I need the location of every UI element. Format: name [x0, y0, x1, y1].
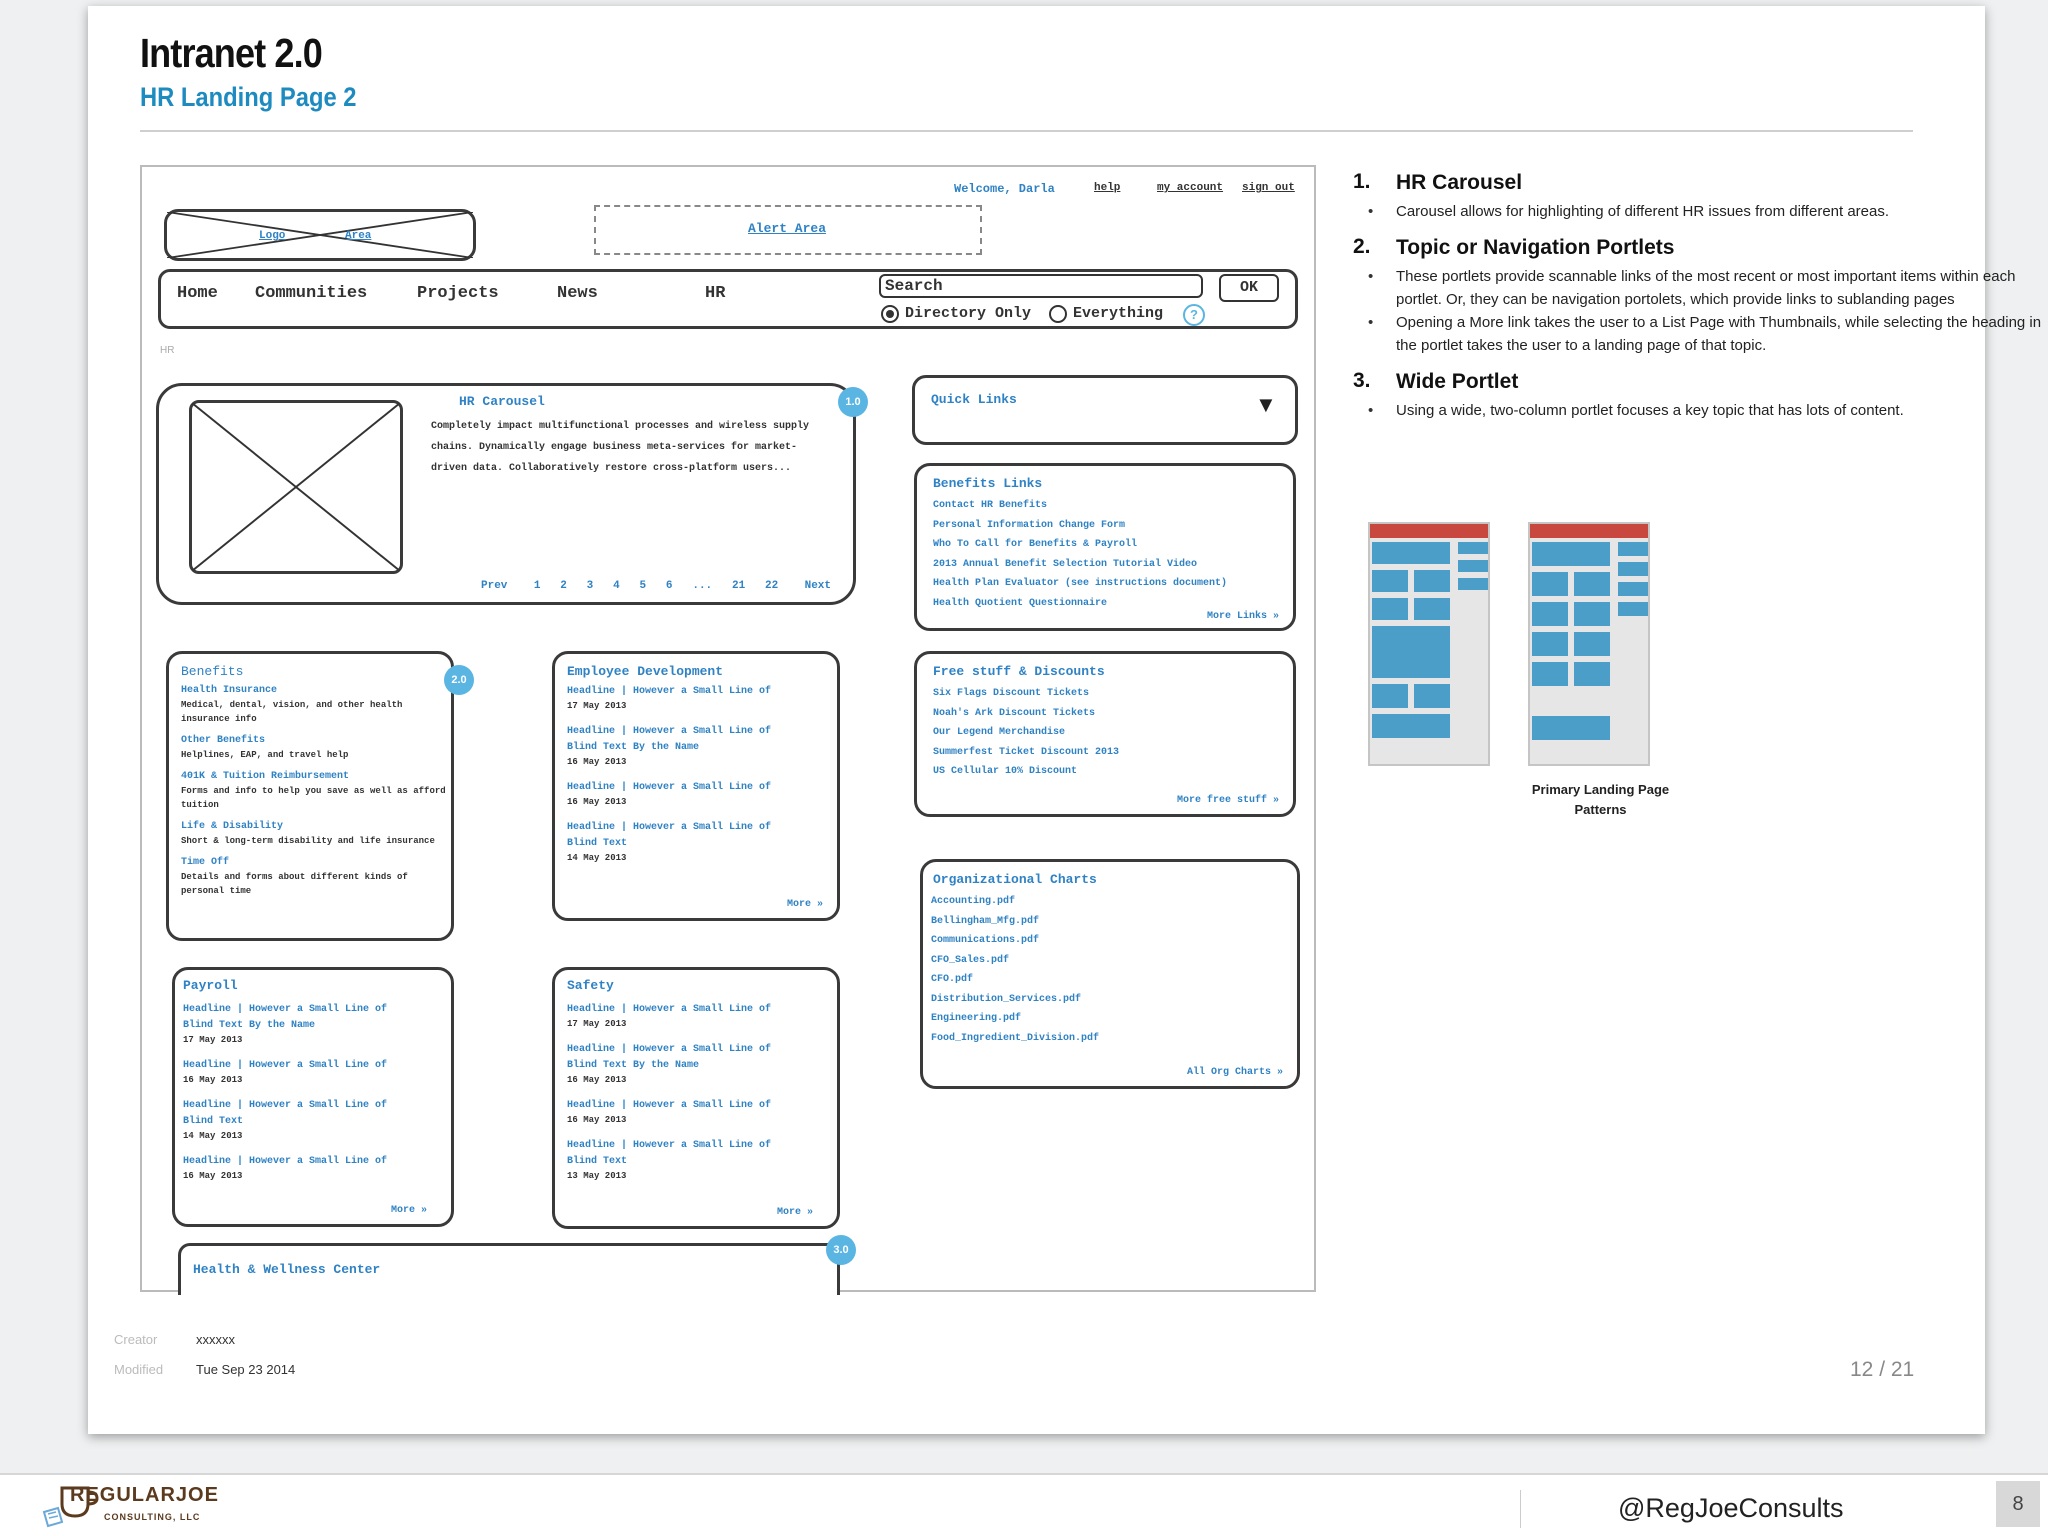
benefits-list — [181, 684, 449, 906]
title-divider — [140, 130, 1913, 132]
search-input[interactable] — [879, 274, 1203, 298]
benefits-item — [181, 734, 449, 762]
news-headline[interactable]: Headline | However a Small Line of — [183, 1060, 388, 1071]
benefits-link[interactable]: Health Plan Evaluator (see instructions document) — [933, 578, 1228, 589]
nav-projects[interactable]: Projects — [417, 284, 499, 303]
search-ok-button[interactable] — [1219, 274, 1279, 302]
carousel-text: Completely impact multifunctional processes and wireless supply chains. Dynamically engage business meta-services for market-driven data. Collaboratively restore cross-platform users... — [431, 421, 810, 474]
benefits-link[interactable]: 2013 Annual Benefit Selection Tutorial Video — [933, 558, 1198, 570]
document-title: Intranet 2.0 — [140, 30, 322, 76]
benefits-link[interactable]: Personal Information Change Form — [933, 519, 1126, 531]
news-item — [567, 724, 777, 768]
news-headline[interactable]: Headline | However a Small Line of Blind Text By the Name — [183, 1004, 388, 1031]
safety-portlet — [552, 967, 840, 1229]
pager-ellipsis: ... — [692, 580, 713, 592]
news-item — [567, 1002, 797, 1030]
breadcrumb[interactable]: HR — [160, 345, 175, 356]
news-headline[interactable]: Headline | However a Small Line of Blind Text By the Name — [567, 1044, 772, 1071]
pager-1[interactable]: 1 — [533, 580, 541, 592]
search-value: Search — [885, 277, 943, 295]
modified-label: Modified — [114, 1362, 164, 1377]
news-date: 16 May 2013 — [567, 757, 627, 767]
annotation-bubble-2: 2.0 — [444, 665, 474, 695]
news-headline[interactable]: Headline | However a Small Line of — [183, 1156, 388, 1167]
landing-pattern-b — [1528, 522, 1650, 766]
carousel-image-placeholder[interactable] — [189, 400, 403, 574]
note-number: 1. — [1353, 170, 1371, 193]
employee-development-title[interactable]: Employee Development — [567, 664, 724, 679]
org-chart-link[interactable]: CFO_Sales.pdf — [931, 954, 1010, 966]
hr-carousel — [156, 383, 856, 605]
radio-everything-label: Everything — [1073, 305, 1164, 322]
creator-label: Creator — [114, 1332, 158, 1347]
logo-placeholder[interactable] — [164, 209, 476, 261]
news-date: 16 May 2013 — [567, 797, 627, 807]
annotation-notes — [1353, 170, 2048, 434]
safety-title[interactable]: Safety — [567, 978, 614, 993]
free-stuff-link[interactable]: Our Legend Merchandise — [933, 727, 1066, 738]
benefits-item-heading[interactable]: Life & Disability — [181, 821, 284, 832]
payroll-title[interactable]: Payroll — [183, 978, 238, 993]
org-charts-title[interactable]: Organizational Charts — [933, 872, 1097, 887]
nav-news[interactable]: News — [557, 284, 598, 303]
slide — [88, 6, 2042, 1434]
brand-logo-subtext: CONSULTING, LLC — [104, 1512, 201, 1522]
ok-label: OK — [1239, 279, 1258, 296]
news-item — [567, 1042, 797, 1086]
image-cross-icon — [192, 403, 400, 571]
note-bullet: • Carousel allows for highlighting of different HR issues from different areas. — [1396, 200, 2048, 223]
news-date: 17 May 2013 — [567, 1019, 627, 1029]
news-item — [567, 1138, 797, 1182]
org-chart-link[interactable]: Bellingham_Mfg.pdf — [931, 915, 1040, 927]
logo-label-a: Logo — [259, 230, 286, 242]
benefits-links-title[interactable]: Benefits Links — [933, 476, 1043, 491]
wireframe — [140, 165, 1316, 1292]
org-chart-link[interactable]: Food_Ingredient_Division.pdf — [931, 1032, 1100, 1044]
news-headline[interactable]: Headline | However a Small Line of Blind Text By the Name — [567, 726, 772, 753]
benefits-item-heading[interactable]: 401K & Tuition Reimbursement — [181, 771, 350, 782]
news-item — [183, 1058, 413, 1086]
footer-separator — [1520, 1490, 1521, 1528]
news-date: 17 May 2013 — [567, 701, 627, 711]
my-account-link[interactable]: my account — [1157, 182, 1224, 194]
quick-links-dropdown[interactable] — [912, 375, 1298, 445]
alert-label: Alert Area — [748, 221, 827, 236]
free-stuff-title[interactable]: Free stuff & Discounts — [933, 664, 1105, 679]
employee-development-portlet — [552, 651, 840, 921]
benefits-links-list — [933, 496, 1227, 613]
free-stuff-portlet — [914, 651, 1296, 817]
creator-value: xxxxxx — [196, 1332, 235, 1347]
welcome-text: Welcome, Darla — [954, 182, 1055, 196]
logo-cross-icon — [167, 212, 473, 258]
doc-page-number: 12 / 21 — [1850, 1358, 1915, 1381]
pager-22[interactable]: 22 — [764, 580, 779, 592]
note-title: Topic or Navigation Portlets — [1396, 236, 1675, 259]
brand-logo-text: REGULARJOE — [70, 1484, 219, 1506]
news-headline[interactable]: Headline | However a Small Line of — [567, 686, 772, 697]
logo-label-b: Area — [345, 230, 372, 242]
org-chart-link[interactable]: CFO.pdf — [931, 974, 974, 985]
more-link[interactable]: More » — [390, 1205, 427, 1216]
benefits-item-heading[interactable]: Other Benefits — [181, 735, 266, 746]
org-chart-link[interactable]: Accounting.pdf — [931, 896, 1016, 907]
benefits-item — [181, 684, 449, 726]
benefits-item — [181, 770, 449, 812]
pager-next[interactable]: Next — [804, 580, 831, 592]
news-item — [183, 1002, 413, 1046]
note-bullet: • Opening a More link takes the user to a List Page with Thumbnails, while selecting the heading in the portlet takes the user to a landing page of that topic. — [1396, 311, 2048, 357]
benefits-item-desc: Details and forms about different kinds of personal time — [181, 872, 408, 896]
news-headline[interactable]: Headline | However a Small Line of — [567, 1100, 772, 1111]
annotation-bubble-1: 1.0 — [838, 387, 868, 417]
nav-bar — [158, 269, 1298, 329]
news-date: 16 May 2013 — [183, 1171, 243, 1181]
benefits-link[interactable]: Who To Call for Benefits & Payroll — [933, 539, 1138, 550]
news-headline[interactable]: Headline | However a Small Line of Blind Text — [567, 1140, 772, 1167]
employee-development-list — [567, 684, 777, 876]
more-links-link[interactable]: More Links » — [1206, 611, 1279, 622]
benefits-item-heading[interactable]: Time Off — [181, 857, 230, 868]
pager-3[interactable]: 3 — [586, 580, 594, 592]
landing-pattern-a — [1368, 522, 1490, 766]
news-date: 16 May 2013 — [567, 1075, 627, 1085]
nav-home[interactable]: Home — [177, 284, 218, 303]
pager-5[interactable]: 5 — [639, 580, 647, 592]
news-date: 14 May 2013 — [567, 853, 627, 863]
all-org-charts-link[interactable]: All Org Charts » — [1186, 1067, 1283, 1078]
free-stuff-link[interactable]: Noah's Ark Discount Tickets — [933, 707, 1096, 719]
annotation-bubble-3: 3.0 — [826, 1235, 856, 1265]
news-item — [567, 684, 777, 712]
more-link[interactable]: More » — [786, 899, 823, 910]
news-item — [567, 820, 777, 864]
news-headline[interactable]: Headline | However a Small Line of Blind Text — [183, 1100, 388, 1127]
carousel-title[interactable]: HR Carousel — [459, 394, 545, 409]
quick-links-title: Quick Links — [931, 392, 1017, 407]
radio-directory-label: Directory Only — [905, 305, 1032, 322]
payroll-list — [183, 1002, 413, 1194]
more-free-stuff-link[interactable]: More free stuff » — [1176, 795, 1279, 806]
news-headline[interactable]: Headline | However a Small Line of — [567, 782, 772, 793]
alert-area — [594, 205, 982, 255]
org-charts-portlet — [920, 859, 1300, 1089]
benefits-item-desc: Forms and info to help you save as well as afford tuition — [181, 786, 446, 810]
benefits-link[interactable]: Contact HR Benefits — [933, 500, 1048, 511]
news-date: 16 May 2013 — [183, 1075, 243, 1085]
note-bullet: • These portlets provide scannable links of the most recent or most important items within each portlet. Or, they can be navigation portolets, which provide links to sublanding pages — [1396, 265, 2048, 311]
free-stuff-list — [933, 684, 1119, 782]
benefits-item-heading[interactable]: Health Insurance — [181, 685, 278, 696]
news-headline[interactable]: Headline | However a Small Line of — [567, 1004, 772, 1015]
document-subtitle: HR Landing Page 2 — [140, 82, 357, 112]
radio-directory[interactable] — [881, 305, 899, 323]
benefits-link[interactable]: Health Quotient Questionnaire — [933, 597, 1108, 609]
news-date: 17 May 2013 — [183, 1035, 243, 1045]
note-title: Wide Portlet — [1396, 370, 1519, 393]
modified-value: Tue Sep 23 2014 — [196, 1362, 296, 1377]
benefits-item — [181, 820, 449, 848]
patterns-caption: Primary Landing Page Patterns — [1531, 782, 1670, 817]
benefits-links-portlet — [914, 463, 1296, 631]
note-bullet: • Using a wide, two-column portlet focuses a key topic that has lots of content. — [1396, 399, 2048, 422]
benefits-item — [181, 856, 449, 898]
news-item — [183, 1098, 413, 1142]
pager-6[interactable]: 6 — [665, 580, 673, 592]
org-chart-link[interactable]: Distribution_Services.pdf — [931, 993, 1082, 1005]
news-item — [183, 1154, 413, 1182]
radio-everything[interactable] — [1049, 305, 1067, 323]
free-stuff-link[interactable]: Six Flags Discount Tickets — [933, 688, 1090, 699]
health-wellness-portlet — [178, 1243, 840, 1295]
slide-number: 8 — [1996, 1481, 2040, 1527]
benefits-portlet — [166, 651, 454, 941]
news-item — [567, 780, 777, 808]
org-chart-link[interactable]: Communications.pdf — [931, 935, 1040, 946]
pager-2[interactable]: 2 — [560, 580, 567, 592]
carousel-pager[interactable] — [481, 580, 831, 592]
safety-list — [567, 1002, 797, 1194]
nav-communities[interactable]: Communities — [255, 284, 368, 303]
note-number: 2. — [1353, 235, 1371, 258]
dropdown-triangle-icon[interactable]: ▼ — [1255, 392, 1277, 417]
search-help-icon[interactable]: ? — [1183, 304, 1205, 326]
news-date: 13 May 2013 — [567, 1171, 627, 1181]
org-chart-link[interactable]: Engineering.pdf — [931, 1013, 1022, 1024]
news-headline[interactable]: Headline | However a Small Line of Blind Text — [567, 822, 772, 849]
health-wellness-title[interactable]: Health & Wellness Center — [193, 1262, 381, 1277]
nav-hr[interactable]: HR — [705, 284, 726, 303]
note-2 — [1353, 235, 2048, 357]
pager-21[interactable]: 21 — [731, 580, 746, 592]
note-3 — [1353, 369, 2048, 422]
payroll-portlet — [172, 967, 454, 1227]
free-stuff-link[interactable]: US Cellular 10% Discount — [933, 766, 1078, 777]
help-link[interactable]: help — [1094, 182, 1121, 194]
benefits-title[interactable]: Benefits — [181, 664, 244, 679]
note-1 — [1353, 170, 2048, 223]
note-number: 3. — [1353, 369, 1371, 392]
social-handle: @RegJoeConsults — [1618, 1493, 1844, 1523]
pager-prev[interactable]: Prev — [481, 580, 508, 592]
news-date: 14 May 2013 — [183, 1131, 243, 1141]
benefits-item-desc: Helplines, EAP, and travel help — [181, 750, 349, 760]
pager-4[interactable]: 4 — [613, 580, 620, 592]
benefits-item-desc: Short & long-term disability and life insurance — [181, 836, 435, 846]
news-date: 16 May 2013 — [567, 1115, 627, 1125]
free-stuff-link[interactable]: Summerfest Ticket Discount 2013 — [933, 746, 1120, 758]
news-item — [567, 1098, 797, 1126]
more-link[interactable]: More » — [776, 1207, 813, 1218]
org-charts-list — [931, 892, 1099, 1048]
sign-out-link[interactable]: sign out — [1242, 182, 1295, 194]
benefits-item-desc: Medical, dental, vision, and other health insurance info — [181, 700, 403, 724]
note-title: HR Carousel — [1396, 171, 1523, 194]
